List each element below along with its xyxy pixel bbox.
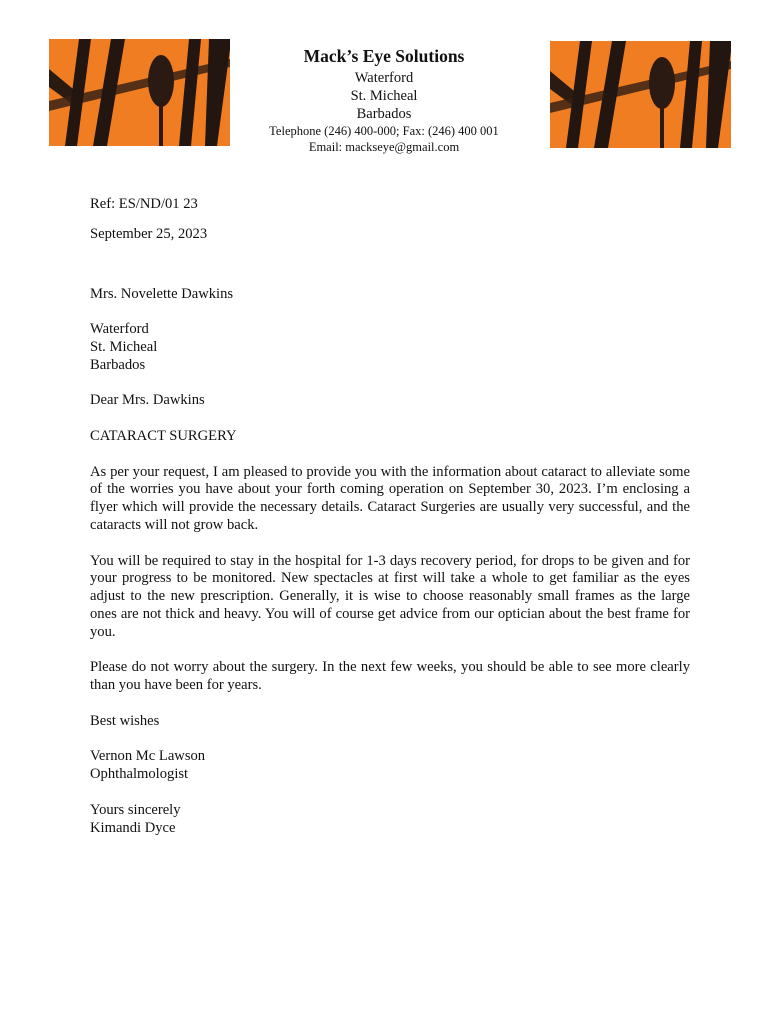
signatory-name: Vernon Mc Lawson <box>90 748 206 765</box>
body-paragraph-3: Please do not worry about the surgery. In the next few weeks, you should be able to see more clearly than you have been for years. <box>90 659 690 694</box>
best-wishes: Best wishes <box>90 712 160 729</box>
subject-line: CATARACT SURGERY <box>90 427 237 444</box>
signatory-title: Ophthalmologist <box>90 766 189 783</box>
recipient-address <box>90 321 690 374</box>
recipient-address-line-2: St. Micheal <box>90 338 158 355</box>
body-paragraph-1: As per your request, I am pleased to provide you with the information about cataract to alleviate some of the worries you have about your forth coming operation on September 30, 2023. I’m enclosing a flyer which will provide the necessary details. Cataract Surgeries are usually very successful, and the cataracts will not grow back. <box>90 463 690 533</box>
window-shadow-icon <box>550 41 731 148</box>
company-name: Mack’s Eye Solutions <box>303 46 465 66</box>
closing-name: Kimandi Dyce <box>90 819 176 836</box>
body-paragraph-2: You will be required to stay in the hospital for 1-3 days recovery period, for drops to be given and for your progress to be monitored. New spectacles at first will take a whole to get familiar as the eyes adjust to the new prescription. Generally, it is wise to choose reasonably small frames as the large ones are not thick and heavy. You will of course get advice from our optician about the best frame for you. <box>90 552 690 640</box>
company-address-line-3: Barbados <box>356 106 412 122</box>
company-address-line-2: St. Micheal <box>350 88 418 104</box>
window-shadow-icon <box>49 39 230 146</box>
signatory-block <box>90 748 690 784</box>
company-address-line-1: Waterford <box>354 70 414 86</box>
company-telephone: Telephone (246) 400-000; Fax: (246) 400 001 <box>269 124 499 138</box>
letter-body <box>90 196 690 837</box>
letterhead-logo-right <box>550 41 731 148</box>
salutation: Dear Mrs. Dawkins <box>90 392 205 409</box>
closing-block <box>90 802 690 838</box>
letterhead-logo-left <box>49 39 230 146</box>
company-email: Email: mackseye@gmail.com <box>308 140 460 154</box>
letterhead <box>232 46 536 155</box>
closing: Yours sincerely <box>90 801 181 818</box>
reference-number: Ref: ES/ND/01 23 <box>90 196 198 212</box>
letter-date: September 25, 2023 <box>90 226 208 243</box>
recipient-address-line-3: Barbados <box>90 356 146 373</box>
recipient-name: Mrs. Novelette Dawkins <box>90 285 234 302</box>
recipient-address-line-1: Waterford <box>90 321 149 338</box>
